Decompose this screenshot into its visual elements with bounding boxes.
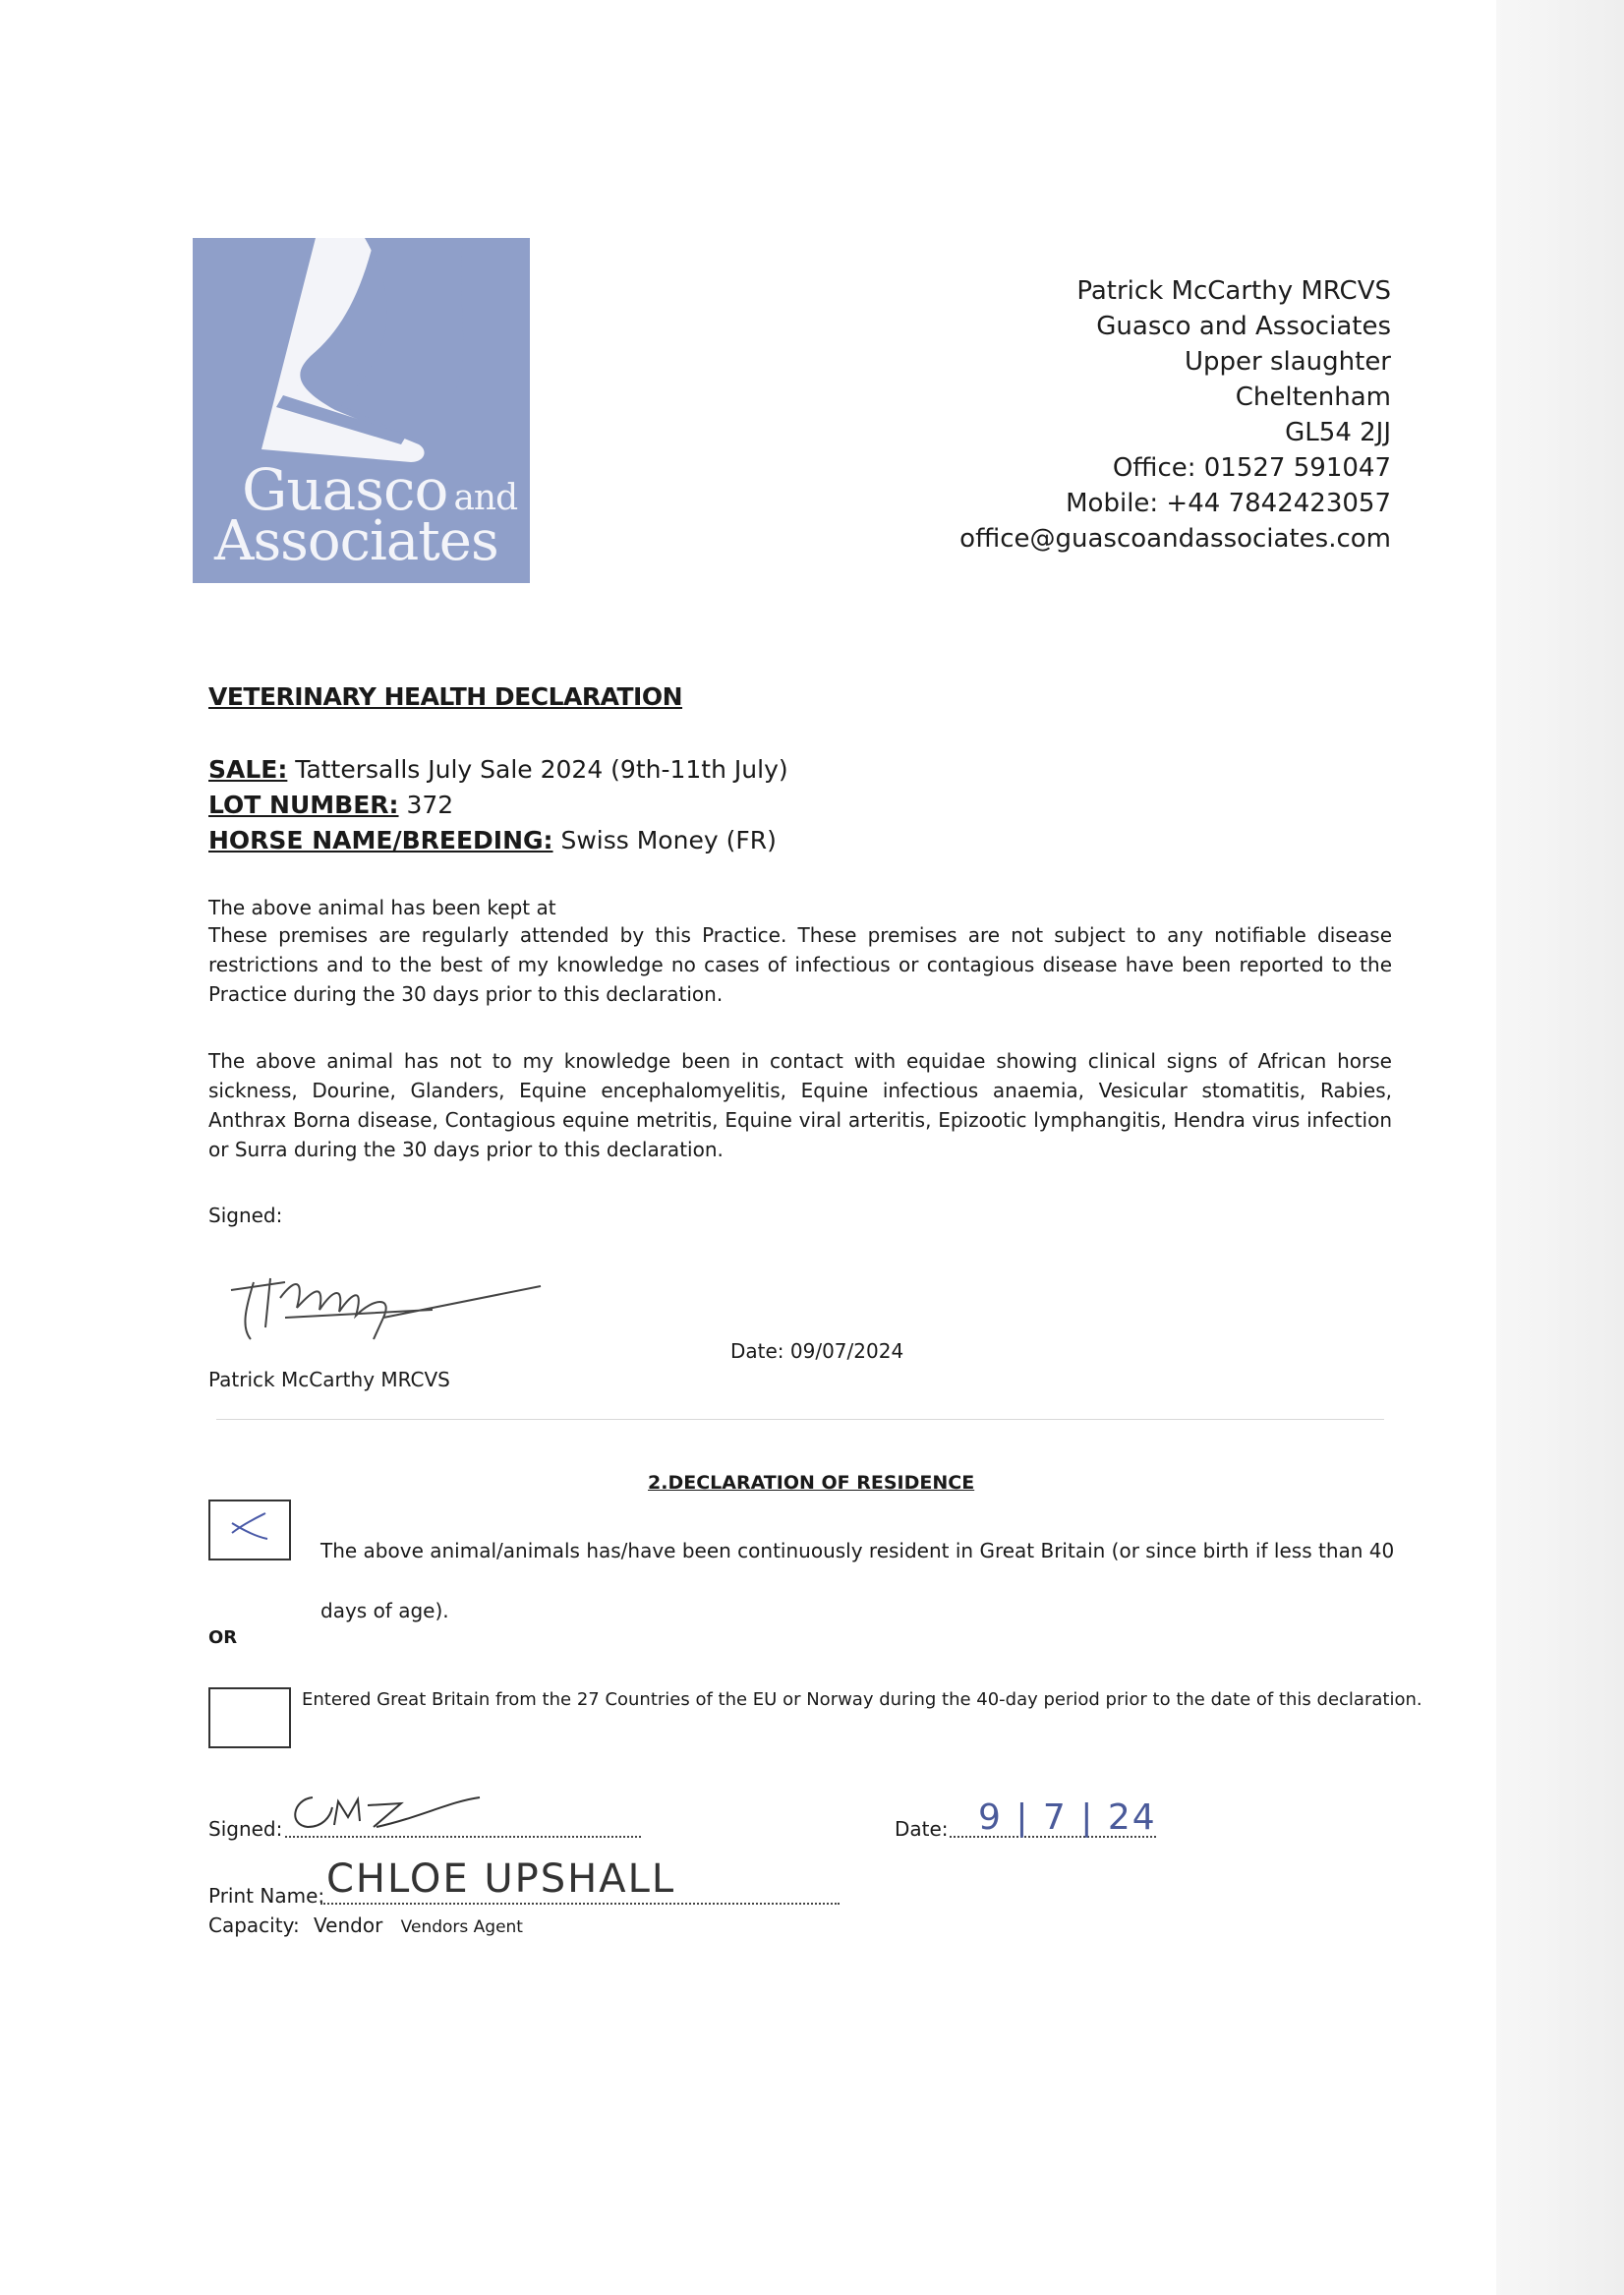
sale-value: Tattersalls July Sale 2024 (9th-11th July) bbox=[287, 755, 788, 784]
logo-text-line1: Guasco and bbox=[242, 456, 518, 523]
owner-signature bbox=[283, 1788, 490, 1837]
address-line: Guasco and Associates bbox=[1096, 312, 1391, 341]
lot-value: 372 bbox=[398, 791, 454, 819]
horse-value: Swiss Money (FR) bbox=[552, 826, 777, 854]
premises-paragraph: These premises are regularly attended by this Practice. These premises are not subject to any notifiable disease restrictions and to the best of my knowledge no cases of infectious or contagious disease have been reported to the Practice during the 30 days prior to this declaration. bbox=[208, 923, 1392, 1006]
address-line: Office: 01527 591047 bbox=[1112, 453, 1391, 483]
address-line: Upper slaughter bbox=[1184, 347, 1391, 377]
check-x-icon bbox=[210, 1501, 289, 1559]
kept-at-text: The above animal has been kept at bbox=[208, 896, 556, 919]
eu-entry-option: Entered Great Britain from the 27 Countries of the EU or Norway during the 40-day period prior to the date of this declaration. bbox=[302, 1689, 1422, 1710]
vet-signature bbox=[226, 1268, 551, 1347]
owner-date-handwritten: 9 | 7 | 24 bbox=[978, 1797, 1157, 1838]
section-divider bbox=[216, 1419, 1384, 1420]
sale-label: SALE: bbox=[208, 755, 288, 784]
owner-signed-label: Signed: bbox=[208, 1817, 283, 1841]
resident-option-line2: days of age). bbox=[320, 1599, 449, 1622]
practice-address bbox=[880, 273, 1391, 557]
print-name-handwritten: CHLOE UPSHALL bbox=[326, 1856, 676, 1902]
print-name-label: Print Name: bbox=[208, 1884, 325, 1908]
horse-label: HORSE NAME/BREEDING: bbox=[208, 826, 553, 854]
address-email: office@guascoandassociates.com bbox=[959, 524, 1391, 554]
address-line: Cheltenham bbox=[1235, 382, 1391, 412]
signed-label: Signed: bbox=[208, 1204, 283, 1227]
capacity-vendors-agent: Vendors Agent bbox=[400, 1917, 523, 1937]
capacity-label: Capacity: bbox=[208, 1913, 300, 1937]
logo-text-line2: Associates bbox=[214, 509, 498, 573]
residence-title: 2.DECLARATION OF RESIDENCE bbox=[648, 1472, 975, 1494]
lot-field bbox=[208, 791, 453, 819]
lot-label: LOT NUMBER: bbox=[208, 791, 399, 819]
capacity-line bbox=[208, 1913, 523, 1937]
resident-checkbox[interactable] bbox=[208, 1500, 291, 1560]
document-title: VETERINARY HEALTH DECLARATION bbox=[208, 682, 683, 711]
eu-entry-checkbox[interactable] bbox=[208, 1687, 291, 1748]
resident-option-line1: The above animal/animals has/have been continuously resident in Great Britain (or since birth if less than 40 bbox=[320, 1539, 1395, 1562]
or-label: OR bbox=[208, 1627, 238, 1648]
vet-name: Patrick McCarthy MRCVS bbox=[208, 1368, 450, 1391]
scan-page-edge bbox=[1496, 0, 1624, 2295]
address-line: GL54 2JJ bbox=[1285, 418, 1391, 447]
company-logo bbox=[193, 238, 530, 583]
capacity-vendor: Vendor bbox=[314, 1913, 383, 1937]
vet-date: Date: 09/07/2024 bbox=[730, 1339, 904, 1363]
owner-date-label: Date: bbox=[895, 1817, 949, 1841]
address-line: Mobile: +44 7842423057 bbox=[1066, 489, 1391, 518]
address-line: Patrick McCarthy MRCVS bbox=[1076, 276, 1391, 306]
horse-field bbox=[208, 826, 777, 854]
contact-paragraph: The above animal has not to my knowledge been in contact with equidae showing clinical signs of African horse sickness, Dourine, Glanders, Equine encephalomyelitis, Equine infectious anaemia, Vesicular stomatitis, Rabies, Anthrax Borna disease, Contagious equine metritis, Equine viral arteritis, Epizootic lymphangitis, Hendra virus infection or Surra during the 30 days prior to this declaration. bbox=[208, 1049, 1392, 1161]
sale-field bbox=[208, 755, 788, 784]
print-name-line bbox=[320, 1903, 840, 1905]
